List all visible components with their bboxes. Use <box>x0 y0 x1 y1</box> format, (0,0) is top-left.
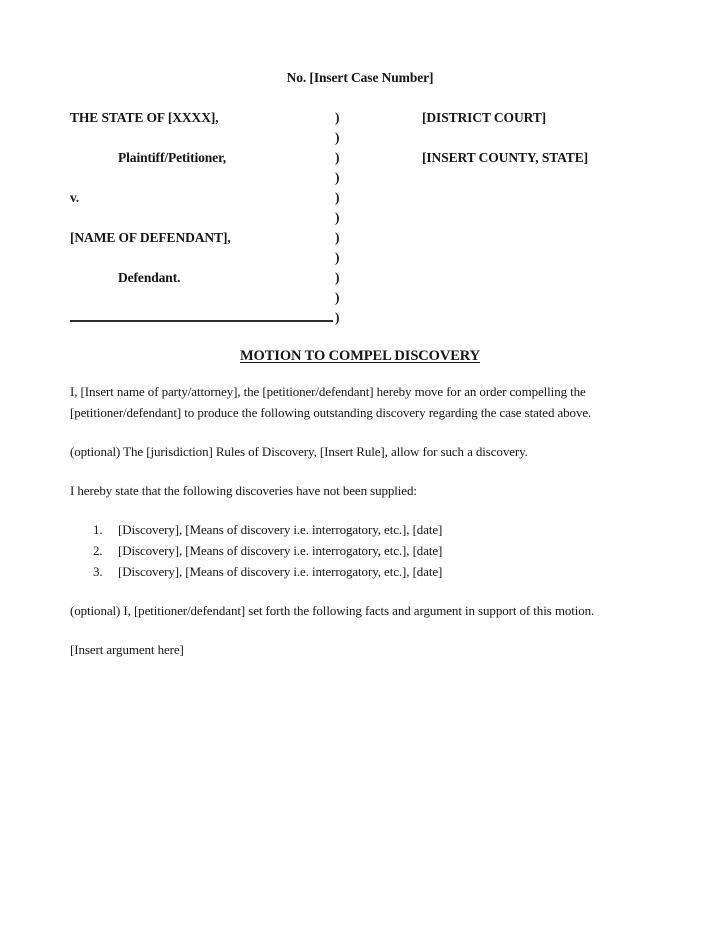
caption-court-cell <box>422 128 650 148</box>
case-caption <box>70 108 650 328</box>
caption-row <box>70 248 650 268</box>
caption-party-cell <box>70 208 335 228</box>
caption-row <box>70 168 650 188</box>
caption-row <box>70 228 650 248</box>
caption-party-cell: THE STATE OF [XXXX], <box>70 110 219 125</box>
paragraph-facts-argument: (optional) I, [petitioner/defendant] set forth the following facts and argument in support of this motion. <box>70 603 595 618</box>
caption-paren: ) <box>335 310 340 325</box>
caption-row <box>70 148 650 168</box>
list-item-number: 1. <box>93 522 103 537</box>
insert-argument-placeholder: [Insert argument here] <box>70 642 184 657</box>
caption-paren: ) <box>335 170 340 185</box>
caption-party-cell <box>70 308 335 328</box>
caption-paren: ) <box>335 210 340 225</box>
caption-row <box>70 308 650 328</box>
caption-paren: ) <box>335 110 340 125</box>
discovery-list <box>70 519 650 582</box>
caption-court-cell <box>422 208 650 228</box>
paragraph-discovery-statement: I hereby state that the following discoveries have not been supplied: <box>70 483 417 498</box>
paragraph-rules-of-discovery: (optional) The [jurisdiction] Rules of Discovery, [Insert Rule], allow for such a discovery. <box>70 444 528 459</box>
caption-row <box>70 268 650 288</box>
caption-court-cell <box>422 308 650 328</box>
caption-court-cell <box>422 168 650 188</box>
caption-paren: ) <box>335 270 340 285</box>
caption-paren: ) <box>335 230 340 245</box>
caption-row <box>70 108 650 128</box>
list-item-number: 2. <box>93 543 103 558</box>
caption-paren: ) <box>335 130 340 145</box>
caption-party-cell: v. <box>70 190 80 205</box>
list-item-text: [Discovery], [Means of discovery i.e. interrogatory, etc.], [date] <box>118 564 443 579</box>
caption-court-cell <box>422 188 650 208</box>
caption-court-cell: [DISTRICT COURT] <box>422 110 547 125</box>
caption-party-cell: Plaintiff/Petitioner, <box>118 150 227 165</box>
caption-court-cell: [INSERT COUNTY, STATE] <box>422 150 588 165</box>
paragraph-motion: I, [Insert name of party/attorney], the [petitioner/defendant] hereby move for an order compelling the [petitioner/defendant] to produce the following outstanding discovery regarding the case stated above. <box>70 384 592 420</box>
caption-party-cell <box>70 288 335 308</box>
list-item-number: 3. <box>93 564 103 579</box>
list-item <box>70 561 650 582</box>
case-number-line: No. [Insert Case Number] <box>286 70 434 85</box>
caption-party-cell <box>70 128 335 148</box>
caption-party-cell: Defendant. <box>118 270 181 285</box>
list-item <box>70 540 650 561</box>
caption-row <box>70 208 650 228</box>
caption-party-cell <box>70 248 335 268</box>
caption-court-cell <box>422 228 650 248</box>
caption-paren: ) <box>335 190 340 205</box>
caption-party-cell <box>70 168 335 188</box>
caption-paren: ) <box>335 290 340 305</box>
list-item-text: [Discovery], [Means of discovery i.e. interrogatory, etc.], [date] <box>118 522 443 537</box>
list-item-text: [Discovery], [Means of discovery i.e. interrogatory, etc.], [date] <box>118 543 443 558</box>
caption-signature-rule <box>70 320 333 322</box>
caption-court-cell <box>422 288 650 308</box>
caption-paren: ) <box>335 150 340 165</box>
caption-row <box>70 288 650 308</box>
caption-party-cell: [NAME OF DEFENDANT], <box>70 230 231 245</box>
document-title: MOTION TO COMPEL DISCOVERY <box>239 348 481 364</box>
caption-paren: ) <box>335 250 340 265</box>
caption-court-cell <box>422 248 650 268</box>
caption-row <box>70 128 650 148</box>
caption-court-cell <box>422 268 650 288</box>
list-item <box>70 519 650 540</box>
caption-row <box>70 188 650 208</box>
